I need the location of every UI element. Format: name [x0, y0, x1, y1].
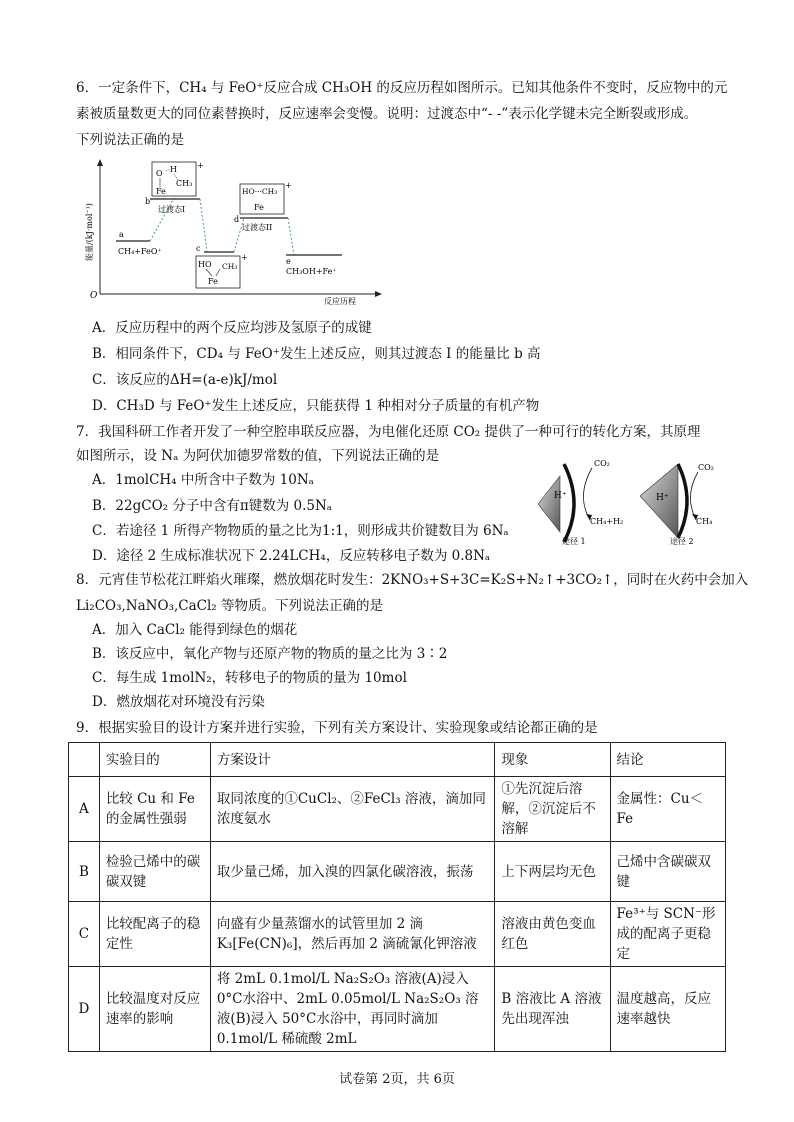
- q6-option-c: C．该反应的ΔH=(a-e)kJ/mol: [92, 372, 278, 388]
- point-a-label: a: [119, 230, 124, 239]
- q6-option-b: B．相同条件下，CD₄ 与 FeO⁺发生上述反应，则其过渡态 I 的能量比 b 高: [92, 346, 541, 362]
- row-phenomenon: 溶液由黄色变血红色: [495, 902, 610, 967]
- q7-option-d: D．途径 2 生成标准状况下 2.24LCH₄，反应转移电子数为 0.8Nₐ: [92, 548, 491, 564]
- reactor-diagram: [528, 456, 728, 548]
- q8-option-c: C．每生成 1molN₂，转移电子的物质的量为 10mol: [92, 670, 407, 686]
- experiment-table: [68, 742, 726, 1052]
- origin-label: O: [90, 291, 98, 301]
- int-fe: Fe: [208, 277, 218, 286]
- q8-stem-line1: 8．元宵佳节松花江畔焰火璀璨，燃放烟花时发生：2KNO₃+S+3C=K₂S+N₂↑+3CO₂↑，同时在火药中会加入: [76, 572, 749, 588]
- label-e-species: CH₃OH+Fe⁺: [286, 267, 337, 276]
- row-design: 向盛有少量蒸馏水的试管里加 2 滴 K₃[Fe(CN)₆]，然后再加 2 滴硫氰化钾溶液: [210, 902, 495, 967]
- q7-stem-line2: 如图所示，设 Nₐ 为阿伏加德罗常数的值，下列说法正确的是: [76, 448, 440, 464]
- q7-option-a: A．1molCH₄ 中所含中子数为 10Nₐ: [92, 472, 314, 488]
- row-purpose: 比较温度对反应速率的影响: [99, 967, 210, 1052]
- path1-hplus: H⁺: [554, 491, 567, 501]
- table-row: [69, 842, 726, 902]
- ts2-label: 过渡态II: [242, 223, 273, 232]
- table-row: [69, 902, 726, 967]
- ts1-o-atom: O: [156, 169, 163, 178]
- row-conclusion: Fe³⁺与 SCN⁻形成的配离子更稳定: [610, 902, 725, 967]
- row-conclusion: 温度越高，反应速率越快: [610, 967, 725, 1052]
- ts2-fe: Fe: [254, 203, 264, 212]
- row-design: 将 2mL 0.1mol/L Na₂S₂O₃ 溶液(A)浸入 0°C水浴中、2mL 0.05mol/L Na₂S₂O₃ 溶液(B)浸入 50°C水浴中，再同时滴加 0.1mol/L 稀硫酸 2mL: [210, 967, 495, 1052]
- int-ch3: CH₃: [222, 262, 238, 271]
- ts2-ho-ch3: HO···CH₃: [242, 187, 278, 196]
- row-phenomenon: 上下两层均无色: [495, 842, 610, 902]
- path2-label: 途径 2: [670, 537, 694, 546]
- path2-hplus: H⁺: [656, 493, 669, 503]
- q6-stem-line2: 素被质量数更大的同位素替换时，反应速率会变慢。说明：过渡态中“- -”表示化学键未完全断裂或形成。: [76, 106, 698, 122]
- page-footer: 试卷第 2页，共 6页: [339, 1072, 455, 1087]
- path2-product: CH₄: [696, 517, 713, 526]
- q7-option-b: B．22gCO₂ 分子中含有π键数为 0.5Nₐ: [92, 498, 332, 514]
- ts1-charge: +: [197, 161, 204, 170]
- row-design: 取少量己烯，加入溴的四氯化碳溶液，振荡: [210, 842, 495, 902]
- int-charge: +: [241, 253, 248, 262]
- point-c-label: c: [196, 244, 201, 253]
- row-purpose: 比较配离子的稳定性: [99, 902, 210, 967]
- header-cell-phenomenon: 现象: [495, 743, 610, 777]
- header-cell-conclusion: 结论: [610, 743, 725, 777]
- table-header-row: [69, 743, 726, 777]
- row-id: A: [69, 777, 100, 842]
- row-purpose: 检验己烯中的碳碳双键: [99, 842, 210, 902]
- int-ho: HO: [198, 260, 212, 269]
- point-d-label: d: [234, 215, 240, 224]
- header-cell-id: [69, 743, 100, 777]
- x-axis-label: 反应历程: [324, 297, 356, 306]
- q7-stem-line1: 7．我国科研工作者开发了一种空腔串联反应器，为电催化还原 CO₂ 提供了一种可行的转化方案，其原理: [76, 424, 701, 440]
- q8-stem-line2: Li₂CO₃,NaNO₃,CaCl₂ 等物质。下列说法正确的是: [76, 598, 383, 614]
- q8-option-a: A．加入 CaCl₂ 能得到绿色的烟花: [92, 622, 298, 638]
- point-e-label: e: [286, 257, 291, 266]
- label-a-species: CH₄+FeO⁺: [118, 247, 162, 256]
- q6-stem-line1: 6．一定条件下，CH₄ 与 FeO⁺反应合成 CH₃OH 的反应历程如图所示。已知其他条件不变时，反应物中的元: [76, 80, 728, 96]
- q6-option-a: A．反应历程中的两个反应均涉及氢原子的成键: [92, 320, 372, 336]
- path1-label: 途径 1: [562, 537, 586, 546]
- row-design: 取同浓度的①CuCl₂、②FeCl₃ 溶液，滴加同浓度氨水: [210, 777, 495, 842]
- row-conclusion: 金属性：Cu＜Fe: [610, 777, 725, 842]
- row-id: D: [69, 967, 100, 1052]
- ts2-charge: +: [285, 181, 292, 190]
- row-phenomenon: B 溶液比 A 溶液先出现浑浊: [495, 967, 610, 1052]
- header-cell-design: 方案设计: [210, 743, 495, 777]
- ts1-h-atom: H: [170, 165, 177, 174]
- row-id: C: [69, 902, 100, 967]
- point-b-label: b: [145, 197, 151, 206]
- q8-option-b: B．该反应中，氧化产物与还原产物的物质的量之比为 3∶2: [92, 646, 448, 662]
- q9-stem: 9．根据实验目的设计方案并进行实验，下列有关方案设计、实验现象或结论都正确的是: [76, 720, 598, 736]
- path2-co2: CO₂: [698, 463, 714, 472]
- path1-co2: CO₂: [594, 459, 610, 468]
- energy-profile-diagram: [82, 156, 382, 306]
- row-id: B: [69, 842, 100, 902]
- ts1-fe: Fe: [156, 187, 166, 196]
- table-row: [69, 777, 726, 842]
- ts1-label: 过渡态I: [158, 205, 186, 214]
- table-row: [69, 967, 726, 1052]
- ts1-ch3: CH₃: [176, 179, 193, 188]
- q6-option-d: D．CH₃D 与 FeO⁺发生上述反应，只能获得 1 种相对分子质量的有机产物: [92, 398, 540, 414]
- y-axis-label: 能量/(kJ·mol⁻¹): [85, 203, 94, 261]
- row-phenomenon: ①先沉淀后溶解，②沉淀后不溶解: [495, 777, 610, 842]
- q8-option-d: D．燃放烟花对环境没有污染: [92, 694, 265, 710]
- header-cell-purpose: 实验目的: [99, 743, 210, 777]
- path1-product: CH₄+H₂: [590, 517, 624, 526]
- q6-stem-line3: 下列说法正确的是: [76, 132, 184, 148]
- row-conclusion: 己烯中含碳碳双键: [610, 842, 725, 902]
- q7-option-c: C．若途径 1 所得产物物质的量之比为1:1，则形成共价键数目为 6Nₐ: [92, 523, 509, 539]
- row-purpose: 比较 Cu 和 Fe 的金属性强弱: [99, 777, 210, 842]
